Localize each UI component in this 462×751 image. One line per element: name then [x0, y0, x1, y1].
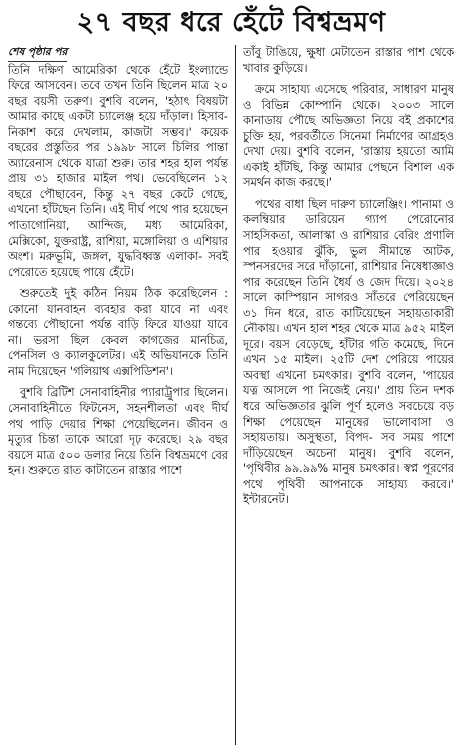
continuation-label-text: শেষ পৃষ্ঠার পর [8, 45, 67, 62]
left-column [8, 45, 235, 745]
paragraph: ক্রমে সাহায্য এসেছে পরিবার, সাধারণ মানুষ ও বিভিন্ন কোম্পানি থেকে। ২০০৩ সালে কানাডায় পৌছে অভিজ্ঞতা নিয়ে বই প্রকাশের চুক্তি হয়, পরবর্তীতে সিনেমা নির্মাণের আগ্রহও দেখা দেয়। বুশবি বলেন, 'রাস্তায় হয়তো আমি একাই হাঁটছি, কিন্তু আমার পেছনে বিশাল এক সমর্থন কাজ করছে।' [243, 83, 454, 190]
paragraph: পথের বাধা ছিল দারুণ চ্যালেঞ্জিং। পানামা ও কলম্বিয়ার ডারিয়েন গ্যাপ পেরোনোর সাহসিকতা, আলাস্কা ও রাশিয়ার বেরিং প্রণালি পার হওয়ার ঝুঁকি, ভুল সীমান্তে আটক, স্পনসরদের সরে দাঁড়ানো, রাশিয়ার নিষেধাজ্ঞাও পার করেছেন তিনি ধৈর্য ও জেদ দিয়ে। ২০২৪ সালে কাস্পিয়ান সাগরও সাঁতরে পেরিয়েছেন ৩১ দিন ধরে, রাত কাটিয়েছেন সহায়তাকারী নৌকায়। এখন হাল শহর থেকে মাত্র ৯৫২ মাইল দূরে। বয়স বেড়েছে, হাঁটার গতি কমেছে, দিনে এখন ১৫ মাইল। ২৫টি দেশ পেরিয়ে পায়ের অবস্থা এখনো চমৎকার। বুশবি বলেন, 'পায়ের যত্ন আসলে পা নিজেই নেয়।' প্রায় তিন দশক ধরে অভিজ্ঞতার ঝুলি পূর্ণ হলেও সবচেয়ে বড় শিক্ষা পেয়েছেন মানুষের ভালোবাসা ও সহায়তায়। অসুস্থতা, বিপদ- সব সময় পাশে দাঁড়িয়েছেন অচেনা মানুষ। বুশবি বলেন, 'পৃথিবীর ৯৯.৯৯% মানুষ চমৎকার। স্বপ্ন পূরণের পথে পৃথিবী আপনাকে সাহায্য করবে।' ইন্টারনেট। [243, 197, 454, 507]
continuation-label [8, 45, 228, 62]
paragraph: বুশবি ব্রিটিশ সেনাবাহিনীর প্যারাট্রুপার ছিলেন। সেনাবাহিনীতে ফিটনেস, সহনশীলতা এবং দীর্ঘ পথ পাড়ি দেয়ার শিক্ষা পেয়েছিলেন। জীবন ও মৃত্যুর চিন্তা তাকে আরো দৃঢ় করেছে। ২৯ বছর বয়সে মাত্র ৫০০ ডলার নিয়ে তিনি বিশ্বভ্রমণে বের হন। শুরুতে রাত কাটাতেন রাস্তার পাশে [8, 386, 228, 478]
paragraph: শুরুতেই দুই কঠিন নিয়ম ঠিক করেছিলেন : কোনো যানবাহন ব্যবহার করা যাবে না এবং গন্তব্যে পৌছানো পর্যন্ত বাড়ি ফিরে যাওয়া যাবে না। ভরসা ছিল কেবল কাগজের মানচিত্র, পেনসিল ও ক্যালকুলেটর। এই অভিযানকে তিনি নাম দিয়েছেন 'গলিয়াথ এক্সপিডিশন'। [8, 287, 228, 378]
paragraph: তিনি দক্ষিণ আমেরিকা থেকে হেঁটে ইংল্যান্ডে ফিরে আসবেন। তবে তখন তিনি ছিলেন মাত্র ২০ বছর বয়সী তরুণ। বুশবি বলেন, 'হঠাৎ বিষয়টা আমার কাছে একটা চ্যালেঞ্জ হয়ে দাঁড়াল। হিসাব-নিকাশ করে দেখলাম, কাজটা সম্ভব।' কয়েক বছরের প্রস্তুতির পর ১৯৯৮ সালে চিলির পান্তা অ্যারেনাস থেকে যাত্রা শুরু। তার শহর হাল পর্যন্ত প্রায় ৩১ হাজার মাইল পথ। ভেবেছিলেন ১২ বছরে পৌছাবেন, কিন্তু ২৭ বছর কেটে গেছে, এখনো হাঁটছেন তিনি। এই দীর্ঘ পথে পার হয়েছেন পাতাগোনিয়া, আন্দিজ, মধ্য আমেরিকা, মেক্সিকো, যুক্তরাষ্ট্র, রাশিয়া, মঙ্গোলিয়া ও এশিয়ার অংশ। মরুভূমি, জঙ্গল, যুদ্ধবিধ্বস্ত এলাকা- সবই পেরোতে হয়েছে পায়ে হেঁটে। [8, 63, 228, 279]
article-headline: ২৭ বছর ধরে হেঁটে বিশ্বভ্রমণ [76, 7, 386, 38]
article-body [8, 45, 454, 745]
right-column [235, 45, 454, 745]
paragraph: তাঁবু টাঙিয়ে, ক্ষুধা মেটাতেন রাস্তার পাশ থেকে খাবার কুড়িয়ে। [243, 46, 454, 75]
